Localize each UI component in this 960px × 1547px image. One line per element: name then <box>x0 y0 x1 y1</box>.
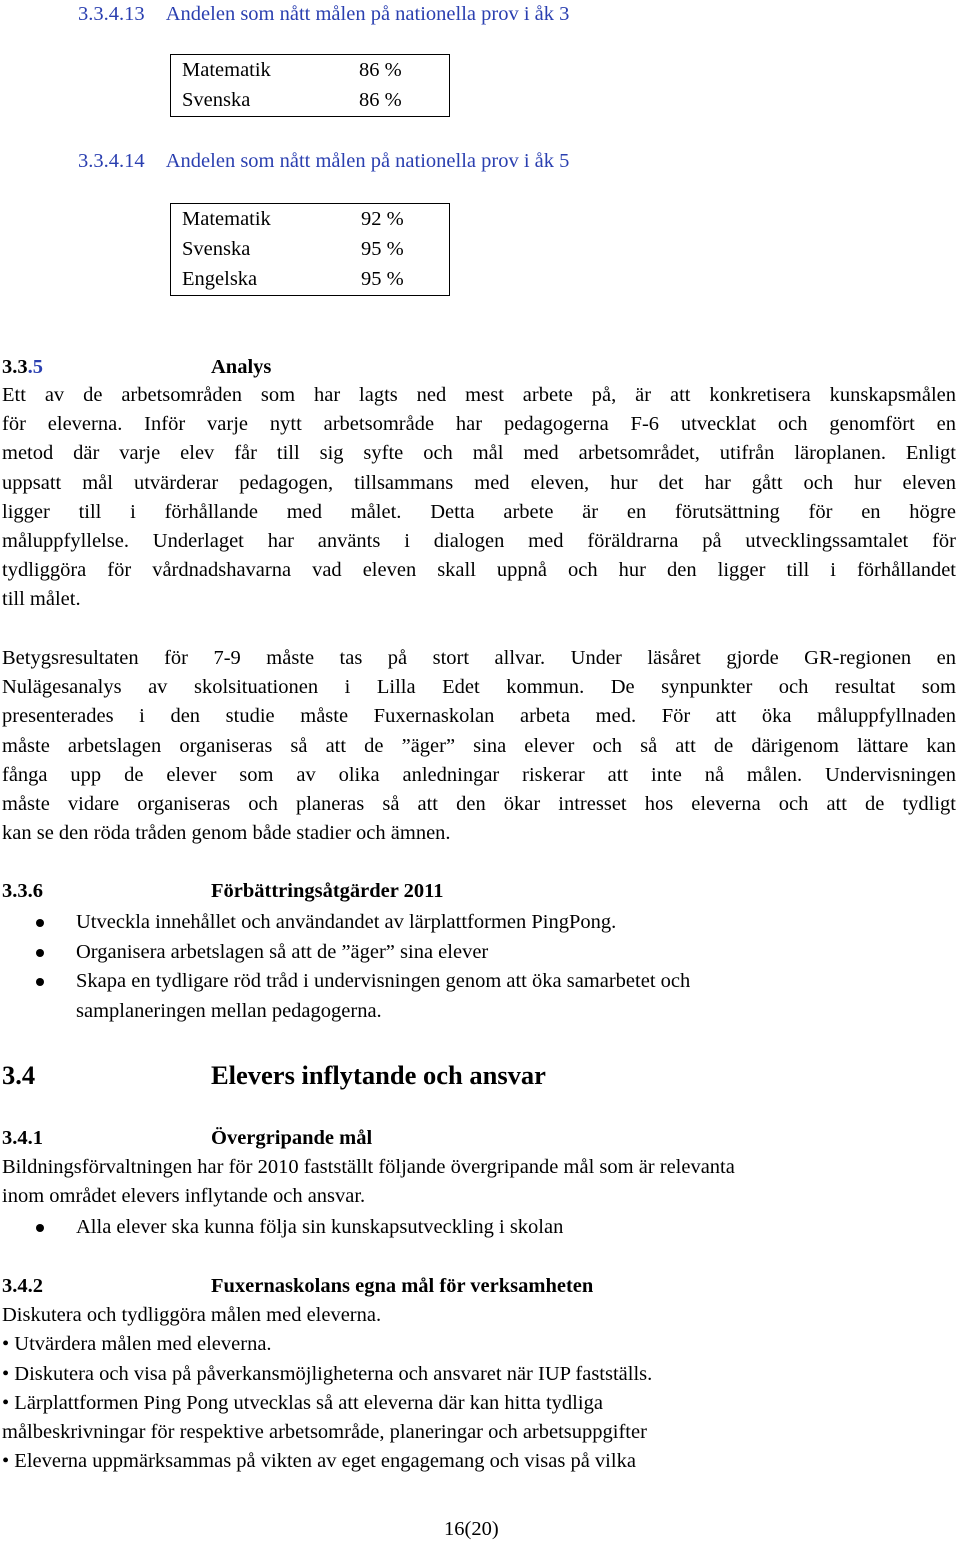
sec341-list <box>76 1213 563 1243</box>
list-item: • Diskutera och visa på påverkansmöjligheterna och ansvaret när IUP fastställs. <box>2 1362 653 1385</box>
list-item-continuation: målbeskrivningar för respektive arbetsområde, planeringar och arbetsuppgifter <box>2 1421 647 1444</box>
text-line: till målet. <box>2 588 81 611</box>
heading-title: Analys <box>211 356 272 378</box>
subject-cell: Matematik <box>182 208 271 230</box>
table-row <box>171 264 449 294</box>
text-line: metod där varje elev får till sig syfte och mål med arbetsområdet, utifrån läroplanen. Enligt <box>2 442 956 465</box>
page-number: 16(20) <box>444 1518 499 1540</box>
text-line: måluppfyllelse. Underlaget har använts i dialogen med föräldrarna på utvecklingssamtalet för <box>2 529 956 552</box>
heading-number-part: .5 <box>27 356 43 378</box>
table-row <box>171 234 449 264</box>
heading-3-3-5 <box>2 353 43 381</box>
list-item: Organisera arbetslagen så att de ”äger” sina elever <box>76 940 489 963</box>
text-line: inom området elevers inflytande och ansvar. <box>2 1185 366 1208</box>
sec341-paragraph <box>2 1153 735 1212</box>
value-cell: 86 % <box>359 89 402 111</box>
text-line: Diskutera och tydliggöra målen med eleverna. <box>2 1304 382 1326</box>
text-line: kan se den röda tråden genom både stadier och ämnen. <box>2 822 451 845</box>
value-cell: 92 % <box>361 208 404 230</box>
value-cell: 95 % <box>361 238 404 260</box>
subject-cell: Svenska <box>182 89 251 111</box>
analys-paragraph <box>2 381 956 615</box>
text-line: fånga upp de elever som av olika anledningar riskerar att inte nå målen. Undervisningen <box>2 763 956 786</box>
table-row <box>171 55 449 85</box>
heading-3-3-6-number: 3.3.6 <box>2 880 43 902</box>
text-line: Nulägesanalys av skolsituationen i Lilla Edet kommun. De synpunkter och resultat som <box>2 676 956 699</box>
text-line: måste vidare organiseras och planeras så att den ökar intresset hos eleverna och att de tydligt <box>2 792 956 815</box>
text-line: ligger till i förhållande med målet. Detta arbete är en förutsättning för en högre <box>2 500 956 523</box>
list-item: Alla elever ska kunna följa sin kunskapsutveckling i skolan <box>76 1216 564 1238</box>
value-cell: 95 % <box>361 268 404 290</box>
heading-title: Andelen som nått målen på nationella prov i åk 5 <box>165 150 570 172</box>
table-row <box>171 204 449 234</box>
heading-3-3-4-13 <box>78 0 569 28</box>
heading-3-4-1-number: 3.4.1 <box>2 1127 43 1149</box>
heading-3-4-title: Elevers inflytande och ansvar <box>211 1060 546 1090</box>
table-row <box>171 85 449 115</box>
text-line: för eleverna. Inför varje nytt arbetsområde har pedagogerna F-6 utvecklat och genomfört en <box>2 413 956 436</box>
text-line: Betygsresultaten för 7-9 måste tas på stort allvar. Under läsåret gjorde GR-regionen en <box>2 647 956 669</box>
heading-number <box>2 356 43 378</box>
list-item-continuation: samplaneringen mellan pedagogerna. <box>76 999 382 1022</box>
heading-number: 3.3.4.13 <box>78 3 145 25</box>
results-table-ak5 <box>170 203 450 296</box>
list-item: Utveckla innehållet och användandet av lärplattformen PingPong. <box>76 911 617 933</box>
betyg-paragraph <box>2 644 956 848</box>
heading-3-3-4-14 <box>78 147 569 175</box>
heading-3-4-1-title: Övergripande mål <box>211 1127 373 1149</box>
atgarder-list <box>76 908 690 1026</box>
text-line: Ett av de arbetsområden som har lagts ned mest arbete på, är att konkretisera kunskapsmålen <box>2 384 956 406</box>
subject-cell: Engelska <box>182 268 258 290</box>
list-item: • Eleverna uppmärksammas på vikten av eget engagemang och visas på vilka <box>2 1450 636 1473</box>
text-line: måste arbetslagen organiseras så att de ”äger” sina elever och så att de därigenom lättare kan <box>2 734 956 757</box>
bullet-icon <box>36 1224 44 1232</box>
heading-3-3-6-title: Förbättringsåtgärder 2011 <box>211 880 444 902</box>
bullet-icon <box>36 978 44 986</box>
heading-3-4-2-number: 3.4.2 <box>2 1275 43 1297</box>
text-line: Bildningsförvaltningen har för 2010 fastställt följande övergripande mål som är relevanta <box>2 1156 735 1178</box>
results-table-ak3 <box>170 54 450 117</box>
heading-number: 3.3.4.14 <box>78 150 145 172</box>
sec342-list <box>2 1301 652 1477</box>
text-line: tydliggöra för vårdnadshavarna vad eleven skall uppnå och hur den ligger till i förhållandet <box>2 559 956 582</box>
heading-title: Andelen som nått målen på nationella prov i åk 3 <box>165 3 570 25</box>
text-line: uppsatt mål utvärderar pedagogen, tillsammans med eleven, hur det har gått och hur eleven <box>2 471 956 494</box>
subject-cell: Matematik <box>182 59 271 81</box>
list-item: • Lärplattformen Ping Pong utvecklas så att eleverna där kan hitta tydliga <box>2 1391 603 1414</box>
heading-3-4-number: 3.4 <box>2 1060 36 1090</box>
text-line: presenterades i den studie måste Fuxernaskolan arbeta med. För att öka måluppfyllnaden <box>2 705 956 728</box>
subject-cell: Svenska <box>182 238 251 260</box>
heading-3-4-2-title: Fuxernaskolans egna mål för verksamheten <box>211 1275 594 1297</box>
list-item: Skapa en tydligare röd tråd i undervisningen genom att öka samarbetet och <box>76 970 691 992</box>
list-item: • Utvärdera målen med eleverna. <box>2 1333 272 1356</box>
bullet-icon <box>36 949 44 957</box>
bullet-icon <box>36 919 44 927</box>
heading-number-part: 3.3 <box>2 356 28 378</box>
value-cell: 86 % <box>359 59 402 81</box>
